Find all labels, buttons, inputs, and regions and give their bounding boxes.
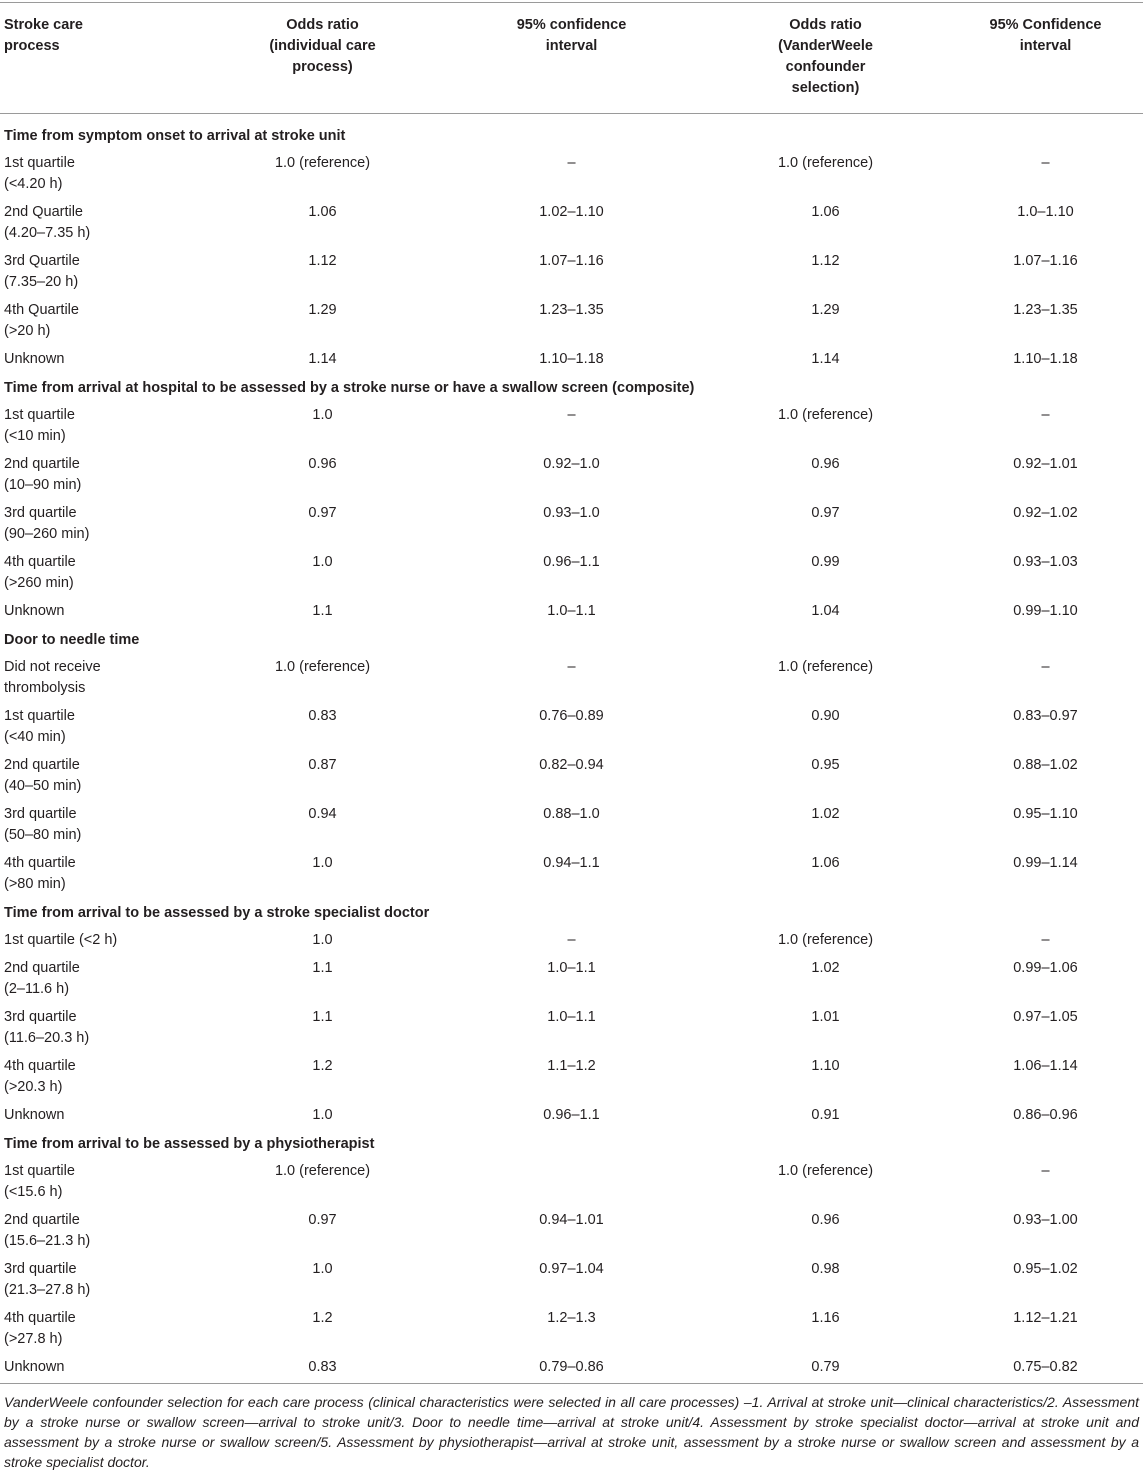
table-row	[0, 403, 1143, 452]
section-row	[0, 627, 1143, 655]
ci-individual: –	[567, 407, 576, 423]
ci-individual: 0.96–1.1	[543, 554, 600, 570]
table-row	[0, 1159, 1143, 1208]
row-label: Unknown	[4, 351, 65, 367]
ci-vanderweele: 1.07–1.16	[1013, 253, 1078, 269]
ci-individual: 0.88–1.0	[543, 806, 600, 822]
odds-ratio-vanderweele: 0.90	[811, 708, 840, 724]
table-row	[0, 1208, 1143, 1257]
odds-ratio-vanderweele: 1.06	[811, 855, 840, 871]
ci-individual: 0.94–1.1	[543, 855, 600, 871]
odds-ratio-individual: 1.0	[312, 932, 333, 948]
section-row	[0, 1131, 1143, 1159]
table-row	[0, 956, 1143, 1005]
odds-ratio-individual: 1.0 (reference)	[274, 659, 371, 675]
row-label: 3rd quartile (11.6–20.3 h)	[4, 1009, 90, 1046]
odds-ratio-vanderweele: 1.14	[811, 351, 840, 367]
table-row	[0, 851, 1143, 900]
odds-ratio-individual: 1.1	[312, 1009, 333, 1025]
row-label: Unknown	[4, 1107, 65, 1123]
odds-ratio-vanderweele: 1.01	[811, 1009, 840, 1025]
column-header-odds-ratio-individual: Odds ratio (individual care process)	[269, 17, 376, 75]
odds-ratio-individual: 0.87	[308, 757, 337, 773]
odds-ratio-vanderweele: 0.98	[811, 1261, 840, 1277]
odds-ratio-vanderweele: 0.91	[811, 1107, 840, 1123]
ci-vanderweele: 0.92–1.01	[1013, 456, 1078, 472]
ci-vanderweele: 0.75–0.82	[1013, 1359, 1078, 1375]
ci-individual	[440, 1159, 703, 1208]
ci-vanderweele: 0.95–1.02	[1013, 1261, 1078, 1277]
row-label: 4th quartile (>260 min)	[4, 554, 76, 591]
odds-ratio-vanderweele: 1.0 (reference)	[777, 155, 874, 171]
ci-individual: 1.0–1.1	[547, 960, 596, 976]
odds-ratio-individual: 0.83	[308, 1359, 337, 1375]
ci-individual: 1.2–1.3	[547, 1310, 596, 1326]
ci-vanderweele: 0.95–1.10	[1013, 806, 1078, 822]
table-row	[0, 298, 1143, 347]
ci-vanderweele: –	[1041, 932, 1050, 948]
table-row	[0, 501, 1143, 550]
row-label: 2nd quartile (10–90 min)	[4, 456, 82, 493]
row-label: 2nd Quartile (4.20–7.35 h)	[4, 204, 91, 241]
odds-ratio-individual: 0.96	[308, 456, 337, 472]
row-label: 3rd quartile (90–260 min)	[4, 505, 90, 542]
odds-ratio-individual: 1.2	[312, 1310, 333, 1326]
odds-ratio-vanderweele: 0.97	[811, 505, 840, 521]
odds-ratio-vanderweele: 1.10	[811, 1058, 840, 1074]
odds-ratio-vanderweele: 1.06	[811, 204, 840, 220]
ci-vanderweele: 0.99–1.10	[1013, 603, 1078, 619]
ci-vanderweele: 0.99–1.14	[1013, 855, 1078, 871]
odds-ratio-individual: 0.83	[308, 708, 337, 724]
odds-ratio-vanderweele: 1.0 (reference)	[777, 407, 874, 423]
odds-ratio-individual: 0.97	[308, 1212, 337, 1228]
ci-vanderweele: –	[1041, 1163, 1050, 1179]
column-header-odds-ratio-vanderweele: Odds ratio (VanderWeele confounder selection)	[778, 17, 873, 96]
table-row	[0, 1355, 1143, 1384]
table-row	[0, 802, 1143, 851]
ci-vanderweele: –	[1041, 155, 1050, 171]
table-row	[0, 249, 1143, 298]
ci-individual: 1.0–1.1	[547, 1009, 596, 1025]
section-row	[0, 900, 1143, 928]
ci-vanderweele: 0.99–1.06	[1013, 960, 1078, 976]
column-header-ci-vanderweele: 95% Confidence interval	[989, 17, 1102, 54]
ci-vanderweele: 1.23–1.35	[1013, 302, 1078, 318]
section-title: Time from arrival to be assessed by a physiotherapist	[4, 1136, 375, 1152]
table-row	[0, 452, 1143, 501]
table-row	[0, 1306, 1143, 1355]
odds-ratio-individual: 1.2	[312, 1058, 333, 1074]
ci-vanderweele: –	[1041, 659, 1050, 675]
row-label: 4th quartile (>27.8 h)	[4, 1310, 76, 1347]
odds-ratio-vanderweele: 1.04	[811, 603, 840, 619]
table-row	[0, 704, 1143, 753]
odds-ratio-vanderweele: 0.96	[811, 456, 840, 472]
section-title: Door to needle time	[4, 632, 140, 648]
row-label: 1st quartile (<40 min)	[4, 708, 75, 745]
odds-ratio-vanderweele: 1.29	[811, 302, 840, 318]
odds-ratio-individual: 1.06	[308, 204, 337, 220]
odds-ratio-vanderweele: 1.16	[811, 1310, 840, 1326]
section-title: Time from arrival at hospital to be assessed by a stroke nurse or have a swallow screen (composite)	[4, 380, 695, 396]
column-header-care-process: Stroke care process	[4, 17, 83, 54]
table-row	[0, 1257, 1143, 1306]
table-footnote: VanderWeele confounder selection for each care process (clinical characteristics were selected in all care processes) –1. Arrival at stroke unit—clinical characteristics/2. Assessment by a stroke nurse or swallow screen—arrival to stroke unit/3. Door to needle time—arrival at stroke unit/4. Assessment by stroke specialist doctor—arrival at stroke unit and assessment by a stroke nurse or swallow screen/5. Assessment by physiotherapist—arrival at stroke unit, assessment by a stroke nurse or swallow screen and assessment by a stroke specialist doctor.	[4, 1394, 1139, 1470]
row-label: 1st quartile (<10 min)	[4, 407, 75, 444]
table-row	[0, 1103, 1143, 1131]
odds-ratio-vanderweele: 0.79	[811, 1359, 840, 1375]
section-title: Time from arrival to be assessed by a stroke specialist doctor	[4, 905, 430, 921]
table-row	[0, 151, 1143, 200]
table-row	[0, 655, 1143, 704]
odds-ratio-individual: 1.1	[312, 603, 333, 619]
odds-ratio-vanderweele: 1.02	[811, 960, 840, 976]
ci-vanderweele: 0.83–0.97	[1013, 708, 1078, 724]
ci-individual: 1.07–1.16	[539, 253, 604, 269]
row-label: 3rd quartile (21.3–27.8 h)	[4, 1261, 91, 1298]
odds-ratio-vanderweele: 1.12	[811, 253, 840, 269]
ci-vanderweele: 0.92–1.02	[1013, 505, 1078, 521]
table-row	[0, 200, 1143, 249]
table-row	[0, 753, 1143, 802]
ci-individual: 0.94–1.01	[539, 1212, 604, 1228]
odds-ratio-vanderweele: 1.0 (reference)	[777, 659, 874, 675]
odds-ratio-individual: 0.94	[308, 806, 337, 822]
table-row	[0, 347, 1143, 375]
ci-individual: 1.0–1.1	[547, 603, 596, 619]
ci-individual: 1.1–1.2	[547, 1058, 596, 1074]
ci-vanderweele: 1.0–1.10	[1017, 204, 1074, 220]
row-label: 4th Quartile (>20 h)	[4, 302, 79, 339]
section-row	[0, 375, 1143, 403]
odds-ratio-individual: 0.97	[308, 505, 337, 521]
section-row	[0, 114, 1143, 152]
table-row	[0, 928, 1143, 956]
table-row	[0, 550, 1143, 599]
ci-vanderweele: 0.88–1.02	[1013, 757, 1078, 773]
ci-vanderweele: 0.93–1.03	[1013, 554, 1078, 570]
ci-vanderweele: –	[1041, 407, 1050, 423]
odds-ratio-individual: 1.0	[312, 1261, 333, 1277]
row-label: 3rd Quartile (7.35–20 h)	[4, 253, 80, 290]
ci-individual: 0.82–0.94	[539, 757, 604, 773]
row-label: Unknown	[4, 1359, 65, 1375]
odds-ratio-vanderweele: 0.99	[811, 554, 840, 570]
odds-ratio-vanderweele: 0.96	[811, 1212, 840, 1228]
ci-individual: –	[567, 659, 576, 675]
row-label: Did not receive thrombolysis	[4, 659, 101, 696]
table-body	[0, 114, 1143, 1384]
ci-vanderweele: 1.10–1.18	[1013, 351, 1078, 367]
odds-ratio-individual: 1.12	[308, 253, 337, 269]
ci-vanderweele: 0.93–1.00	[1013, 1212, 1078, 1228]
odds-ratio-table	[0, 2, 1143, 1384]
odds-ratio-individual: 1.0	[312, 407, 333, 423]
odds-ratio-individual: 1.1	[312, 960, 333, 976]
row-label: Unknown	[4, 603, 65, 619]
row-label: 4th quartile (>80 min)	[4, 855, 76, 892]
row-label: 2nd quartile (40–50 min)	[4, 757, 82, 794]
row-label: 4th quartile (>20.3 h)	[4, 1058, 76, 1095]
odds-ratio-vanderweele: 1.0 (reference)	[777, 932, 874, 948]
ci-vanderweele: 1.06–1.14	[1013, 1058, 1078, 1074]
odds-ratio-vanderweele: 1.0 (reference)	[777, 1163, 874, 1179]
row-label: 1st quartile (<15.6 h)	[4, 1163, 75, 1200]
column-header-ci-individual: 95% confidence interval	[516, 17, 627, 54]
odds-ratio-individual: 1.0 (reference)	[274, 155, 371, 171]
row-label: 3rd quartile (50–80 min)	[4, 806, 82, 843]
odds-ratio-individual: 1.0	[312, 855, 333, 871]
ci-vanderweele: 0.86–0.96	[1013, 1107, 1078, 1123]
ci-individual: 1.23–1.35	[539, 302, 604, 318]
odds-ratio-individual: 1.0	[312, 554, 333, 570]
row-label: 2nd quartile (2–11.6 h)	[4, 960, 80, 997]
ci-vanderweele: 1.12–1.21	[1013, 1310, 1078, 1326]
header-row	[0, 3, 1143, 114]
odds-ratio-individual: 1.0 (reference)	[274, 1163, 371, 1179]
table-row	[0, 1054, 1143, 1103]
odds-ratio-vanderweele: 1.02	[811, 806, 840, 822]
ci-individual: 1.02–1.10	[539, 204, 604, 220]
section-title: Time from symptom onset to arrival at stroke unit	[4, 128, 346, 144]
ci-individual: –	[567, 155, 576, 171]
ci-individual: 0.97–1.04	[539, 1261, 604, 1277]
ci-individual: 0.93–1.0	[543, 505, 600, 521]
ci-vanderweele: 0.97–1.05	[1013, 1009, 1078, 1025]
table-row	[0, 599, 1143, 627]
table-header	[0, 3, 1143, 114]
ci-individual: 0.76–0.89	[539, 708, 604, 724]
ci-individual: 0.92–1.0	[543, 456, 600, 472]
row-label: 1st quartile (<4.20 h)	[4, 155, 75, 192]
ci-individual: 0.79–0.86	[539, 1359, 604, 1375]
ci-individual: –	[567, 932, 576, 948]
row-label: 2nd quartile (15.6–21.3 h)	[4, 1212, 91, 1249]
odds-ratio-vanderweele: 0.95	[811, 757, 840, 773]
table-row	[0, 1005, 1143, 1054]
odds-ratio-individual: 1.14	[308, 351, 337, 367]
row-label: 1st quartile (<2 h)	[4, 932, 118, 948]
ci-individual: 0.96–1.1	[543, 1107, 600, 1123]
ci-individual: 1.10–1.18	[539, 351, 604, 367]
odds-ratio-individual: 1.0	[312, 1107, 333, 1123]
odds-ratio-individual: 1.29	[308, 302, 337, 318]
